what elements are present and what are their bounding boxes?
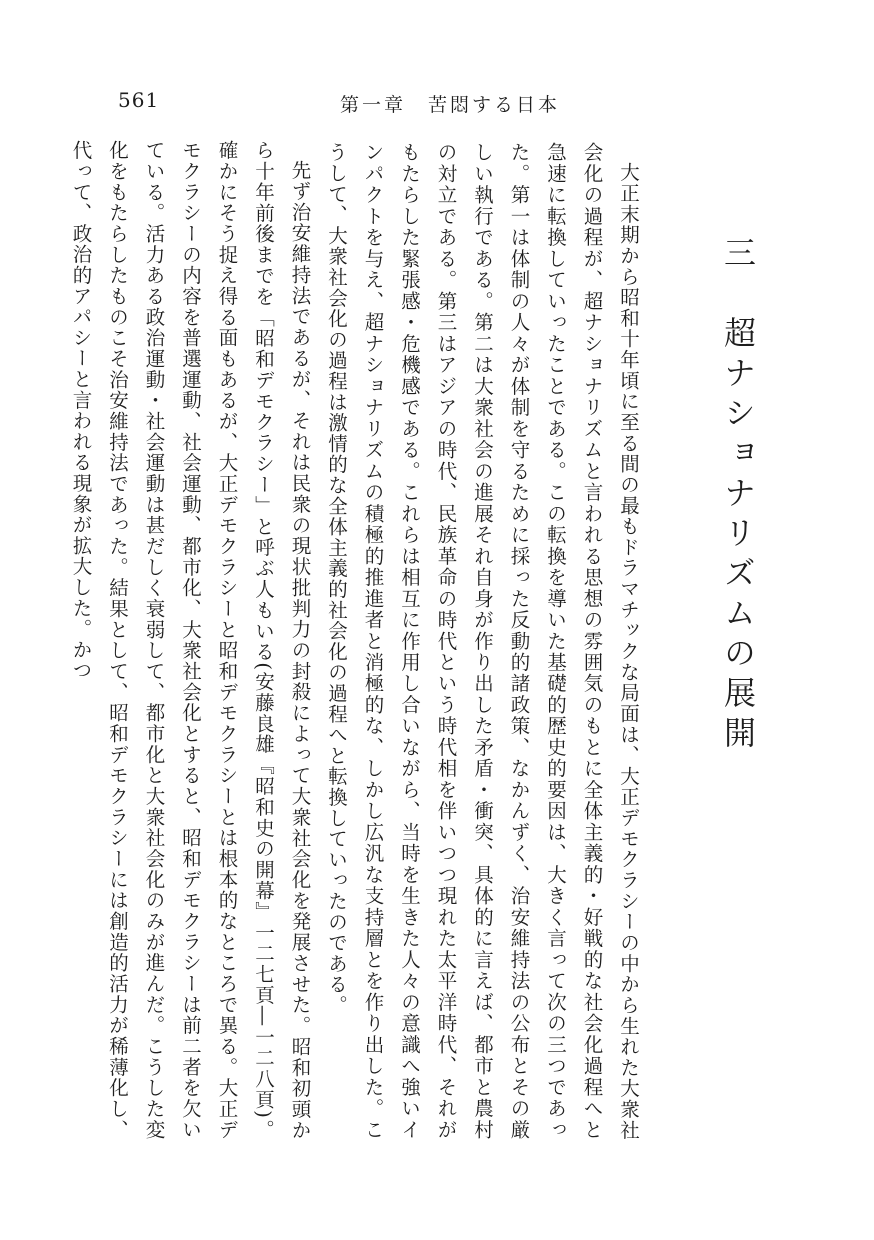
page-body: [69, 140, 760, 1140]
section-heading: 三 超ナショナリズムの展開: [719, 236, 757, 756]
page-number: 561: [118, 88, 160, 112]
body-paragraph: 大正末期から昭和十年頃に至る間の最もドラマチックな局面は、大正デモクラシーの中から生れた大衆社会化の過程が、超ナショナリズムと言われる思想の雰囲気のもとに全体主義的・好戦的な社会化過程へと急速に転換していったことである。この転換を導いた基礎的歴史的要因は、大きく言って次の三つであった。第一は体制の人々が体制を守るために採った反動的諸政策、なかんずく、治安維持法の公布とその厳しい執行である。第二は大衆社会の進展それ自身が作り出した矛盾・衝突、具体的に言えば、都市と農村の対立である。第三はアジアの時代、民族革命の時代という時代相を伴いつつ現れた太平洋時代、それがもたらした緊張感・危機感である。これらは相互に作用し合いながら、当時を生きた人々の意識へ強いインパクトを与え、超ナショナリズムの積極的推進者と消極的な、しかし広汎な支持層とを作り出した。こうして、大衆社会化の過程は激情的な全体主義的社会化の過程へと転換していったのである。: [325, 142, 640, 1140]
running-header: 第一章 苦悶する日本: [340, 94, 561, 116]
body-paragraph: 先ず治安維持法であるが、それは民衆の現状批判力の封殺によって大衆社会化を発展させた。昭和初頭から十年前後までを「昭和デモクラシー」と呼ぶ人もいる(安藤良雄『昭和史の開幕』一二七頁―一二八頁)。確かにそう捉え得る面もあるが、大正デモクラシーと昭和デモクラシーとは根本的なところで異る。大正デモクラシーの内容を普選運動、社会運動、都市化、大衆社会化とすると、昭和デモクラシーは前二者を欠いている。活力ある政治運動・社会運動は甚だしく衰弱して、都市化と大衆社会化のみが進んだ。こうした変化をもたらしたものこそ治安維持法であった。結果として、昭和デモクラシーには創造的活力が稀薄化し、代って、政治的アパシーと言われる現象が拡大した。かつ: [69, 140, 312, 1140]
